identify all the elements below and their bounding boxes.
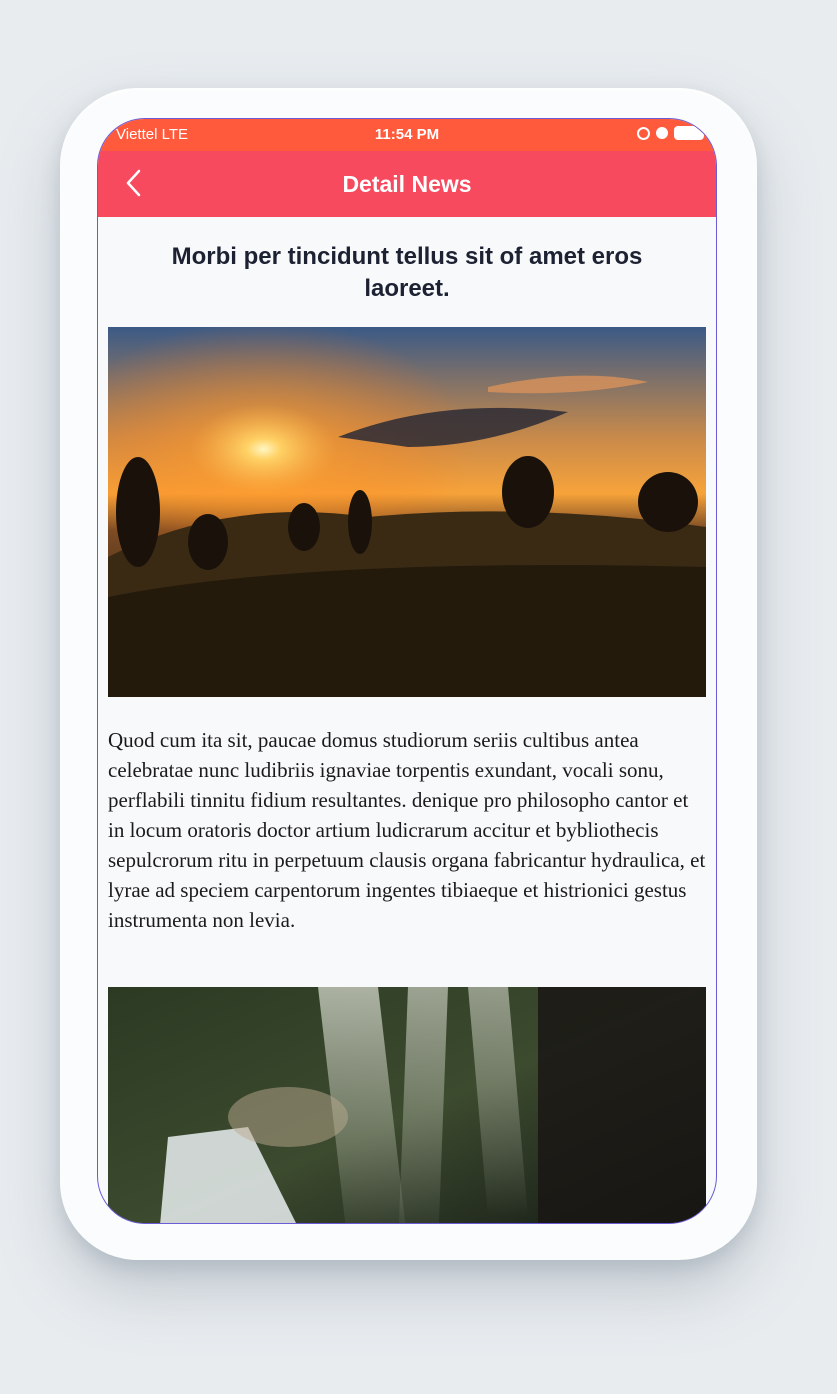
nav-bar xyxy=(98,151,716,217)
battery-icon xyxy=(674,126,704,140)
sunset-landscape-image xyxy=(108,327,706,697)
alarm-icon xyxy=(656,127,668,139)
status-time: 11:54 PM xyxy=(374,126,440,143)
article-waterfall-image xyxy=(108,987,706,1223)
carrier-label: Viettel LTE xyxy=(116,126,188,143)
page-title: Detail News xyxy=(342,171,472,197)
phone-screen xyxy=(97,118,717,1224)
article-content[interactable] xyxy=(98,217,716,1223)
at-icon xyxy=(637,127,650,140)
article-body: Quod cum ita sit, paucae domus studiorum seriis cultibus antea celebratae nunc ludibriis ignaviae torpentis exundant, vocali sonu, perflabili tinnitu fidium resultantes. denique pro philosopho cantor et in locum oratoris doctor artium ludicrarum accitur et bybliothecis sepulcrorum ritu in perpetuum clausis organa fabricantur hydraulica, et lyrae ad speciem carpentorum ingentes tibiaeque et histrionici gestus instrumenta non levia. xyxy=(108,728,706,932)
article-title: Morbi per tincidunt tellus sit of amet eros laoreet. xyxy=(171,243,643,302)
waterfall-forest-image xyxy=(108,987,706,1223)
article-hero-image xyxy=(108,327,706,697)
status-icons xyxy=(637,126,704,140)
status-bar xyxy=(98,119,716,151)
